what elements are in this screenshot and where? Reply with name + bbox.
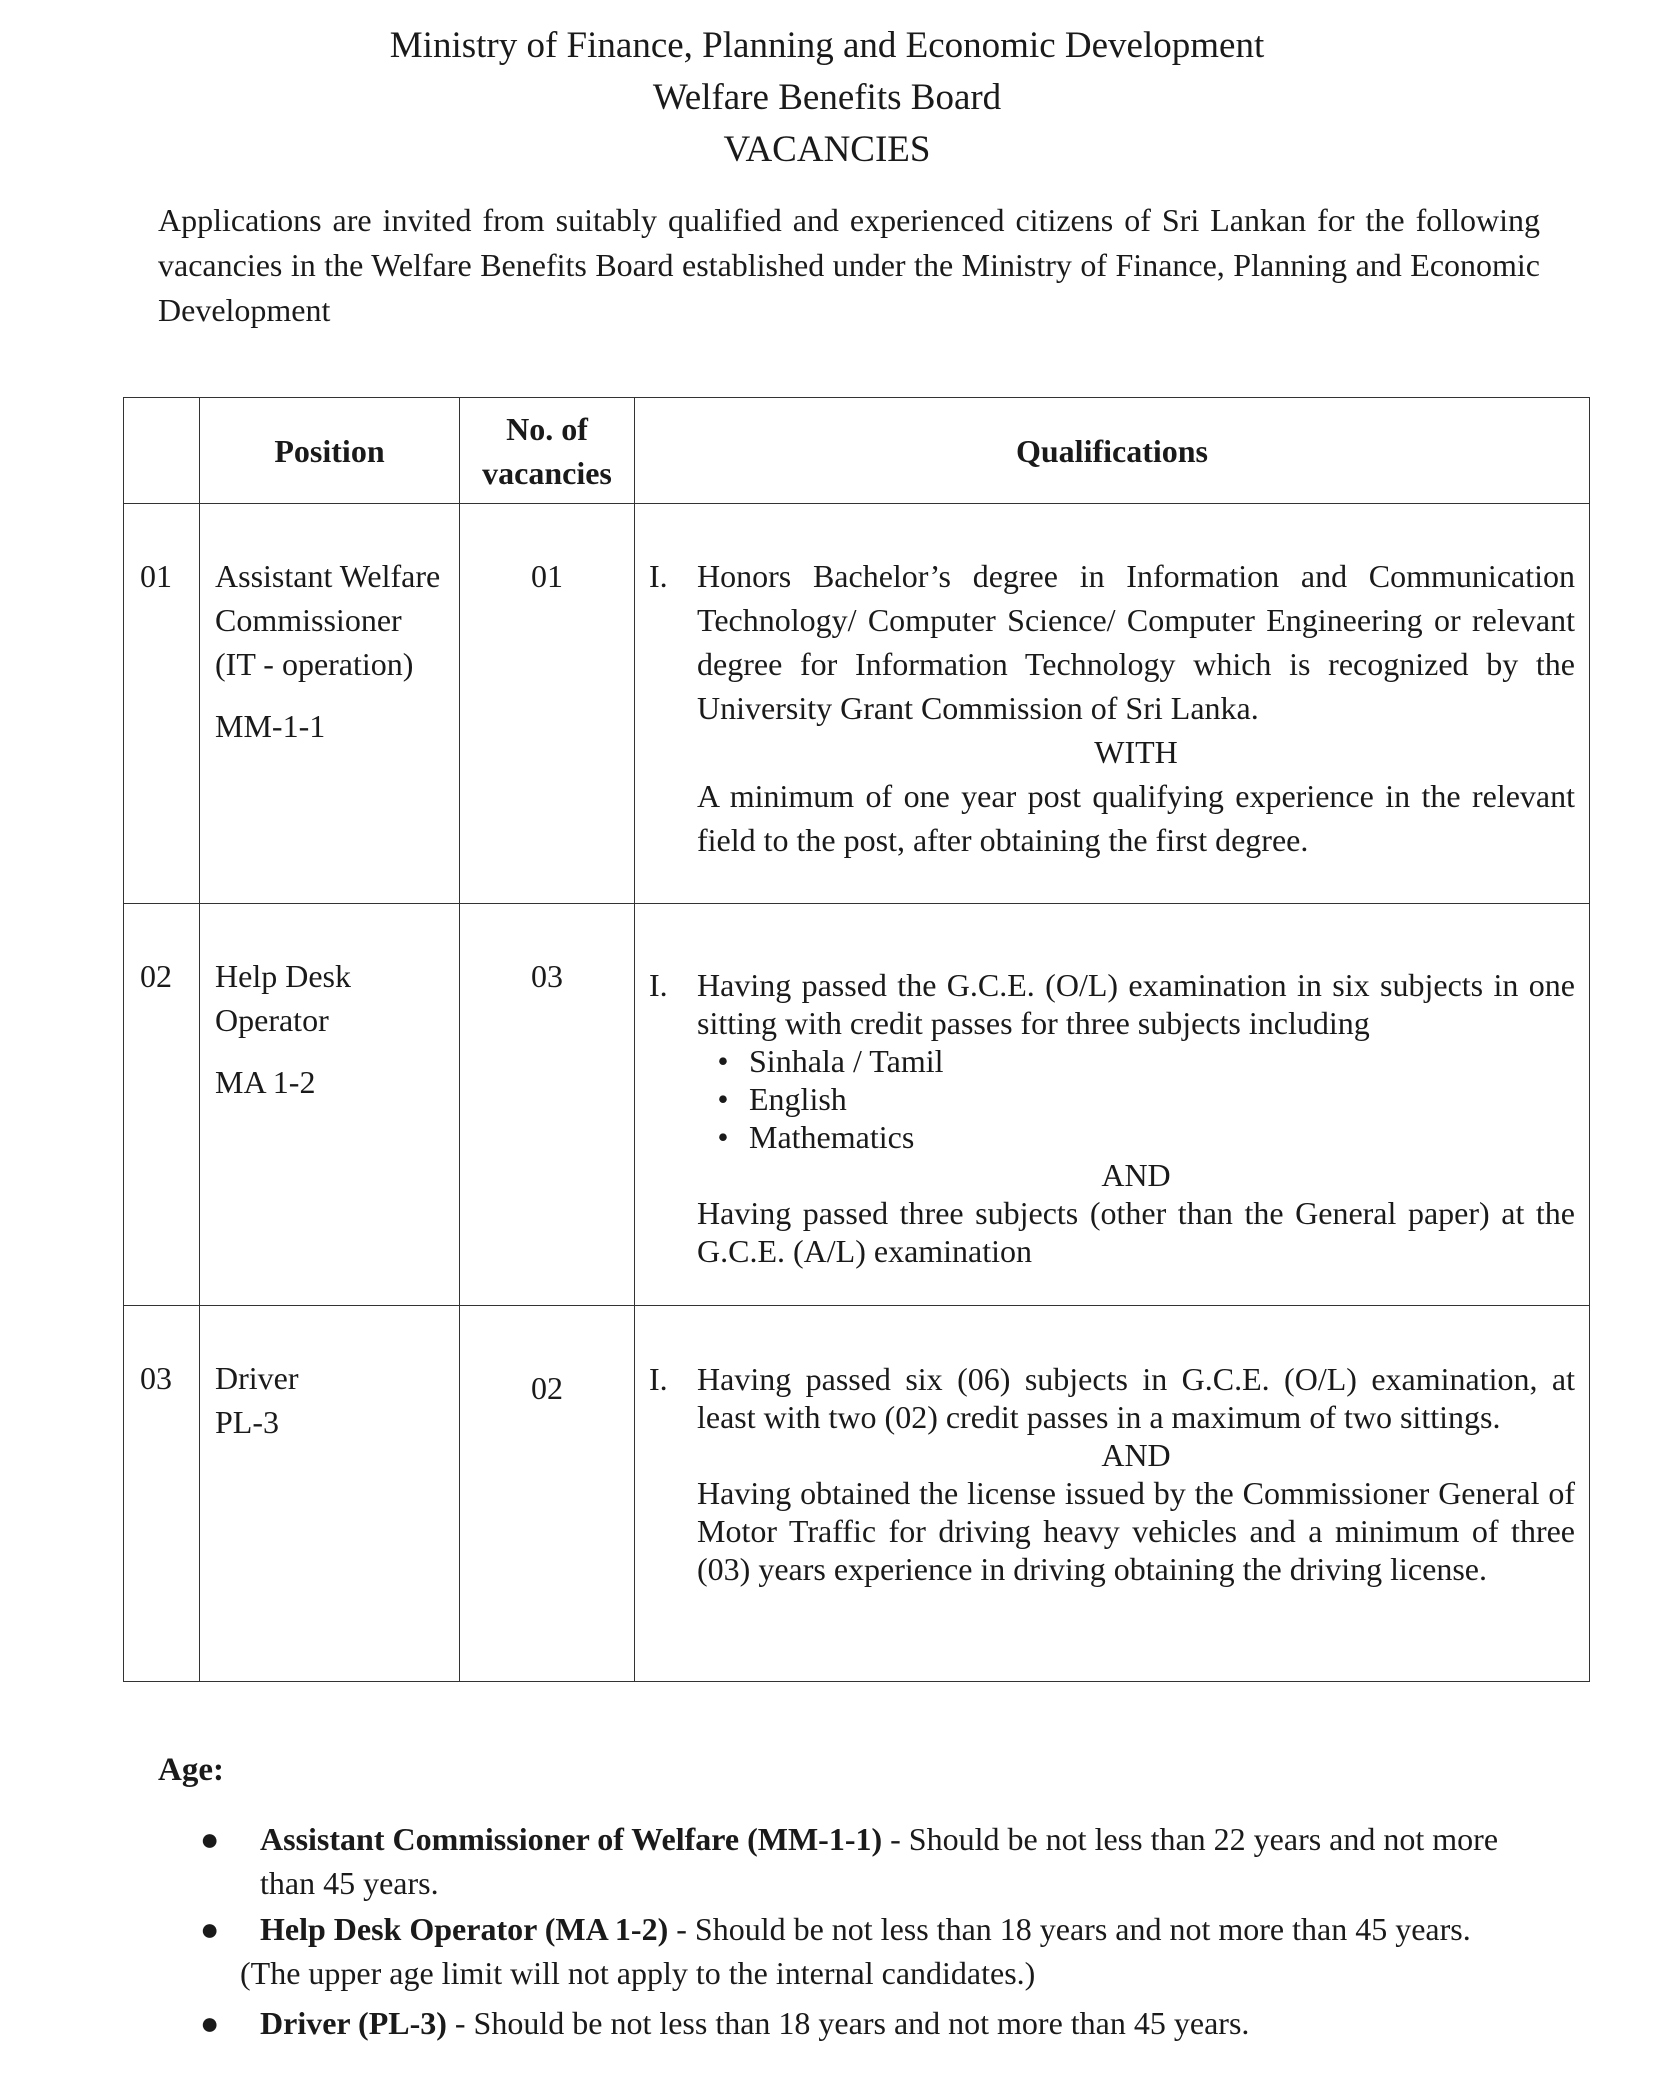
qualification-extra: Having obtained the license issued by the Commissioner General of Motor Traffic for driving heavy vehicles and a minimum of three (03) years experience in driving obtaining the driving license.: [697, 1475, 1575, 1587]
row-position: [200, 904, 460, 1306]
vacancies-table: [123, 397, 1590, 1682]
bullet-icon: •: [717, 1081, 729, 1117]
table-row: [124, 504, 1590, 904]
position-title-line1: Driver: [215, 1360, 299, 1396]
row-position: [200, 1306, 460, 1682]
list-item: • English: [697, 1080, 1575, 1118]
qualification-numeral: I.: [649, 967, 668, 1003]
row-number: 01: [124, 504, 200, 904]
table-row: [124, 1306, 1590, 1682]
row-vacancies: 03: [460, 904, 635, 1306]
vacancies-title: VACANCIES: [723, 129, 931, 170]
header-qualifications: Qualifications: [635, 398, 1590, 504]
position-title-line1: Help Desk: [215, 958, 351, 994]
qualification-main: Honors Bachelor’s degree in Information and Communication Technology/ Computer Science/ Computer Engineering or relevant degree for Information Technology which is recognized by the University Grant Commission of Sri Lanka.: [697, 558, 1575, 726]
ministry-title: Ministry of Finance, Planning and Economic Development: [389, 25, 1265, 66]
age-heading: Age:: [158, 1752, 224, 1788]
row-qualifications: [635, 1306, 1590, 1682]
age-position: Help Desk Operator (MA 1-2): [260, 1911, 669, 1947]
age-position: Driver (PL-3): [260, 2005, 447, 2041]
qualification-numeral: I.: [649, 1361, 668, 1397]
list-item: • Mathematics: [697, 1118, 1575, 1156]
qualification-item: [649, 554, 1575, 862]
qualification-main: Having passed six (06) subjects in G.C.E. (O/L) examination, at least with two (02) credit passes in a maximum of two sittings.: [697, 1361, 1575, 1435]
header-position: Position: [200, 398, 460, 504]
position-title-line2: PL-3: [215, 1404, 279, 1440]
document-header: [0, 20, 1654, 176]
bullet-icon: •: [717, 1119, 729, 1155]
age-requirement: - Should be not less than 22 years and not more than 45 years.: [260, 1821, 1499, 1901]
position-grade: MM-1-1: [215, 708, 326, 744]
qualification-body: [697, 966, 1575, 1270]
position-grade: MA 1-2: [215, 1064, 316, 1100]
bullet-icon: ●: [200, 1911, 220, 1947]
list-item: [200, 1907, 1550, 1951]
qualification-extra: Having passed three subjects (other than the General paper) at the G.C.E. (A/L) examination: [697, 1195, 1575, 1269]
header-vacancies: No. of vacancies: [460, 398, 635, 504]
row-vacancies: 02: [460, 1306, 635, 1682]
qualification-connector: AND: [1101, 1437, 1171, 1473]
age-note: (The upper age limit will not apply to the internal candidates.): [240, 1955, 1036, 1991]
list-item: [200, 1817, 1550, 1905]
position-title: Assistant Welfare Commissioner (IT - operation): [215, 558, 441, 682]
age-requirement: - Should be not less than 18 years and not more than 45 years.: [668, 1911, 1471, 1947]
qualification-item: [649, 1360, 1575, 1588]
bullet-icon: •: [717, 1043, 729, 1079]
qualification-connector: AND: [1101, 1157, 1171, 1193]
board-title: Welfare Benefits Board: [652, 77, 1002, 118]
age-list: [200, 1817, 1550, 2047]
bullet-icon: ●: [200, 2005, 220, 2041]
row-qualifications: [635, 904, 1590, 1306]
qualification-numeral: I.: [649, 558, 668, 594]
qualification-body: [697, 1360, 1575, 1588]
header-number: [124, 398, 200, 504]
subject-list: [697, 1042, 1575, 1156]
intro-paragraph: Applications are invited from suitably qualified and experienced citizens of Sri Lankan for the following vacancies in the Welfare Benefits Board established under the Ministry of Finance, Planning and Economic Development: [158, 202, 1540, 328]
row-position: [200, 504, 460, 904]
row-number: 03: [124, 1306, 200, 1682]
position-title-line2: Operator: [215, 1002, 329, 1038]
list-item: • Sinhala / Tamil: [697, 1042, 1575, 1080]
age-position: Assistant Commissioner of Welfare (MM-1-1): [260, 1821, 883, 1857]
table-header-row: [124, 398, 1590, 504]
table-row: [124, 904, 1590, 1306]
qualification-body: [697, 554, 1575, 862]
row-number: 02: [124, 904, 200, 1306]
list-item: [200, 2001, 1550, 2045]
bullet-icon: ●: [200, 1821, 220, 1857]
age-requirement: - Should be not less than 18 years and not more than 45 years.: [446, 2005, 1250, 2041]
qualification-item: [649, 966, 1575, 1270]
row-qualifications: [635, 504, 1590, 904]
qualification-extra: A minimum of one year post qualifying experience in the relevant field to the post, after obtaining the first degree.: [697, 778, 1575, 858]
row-vacancies: 01: [460, 504, 635, 904]
qualification-main: Having passed the G.C.E. (O/L) examination in six subjects in one sitting with credit passes for three subjects including: [697, 967, 1575, 1041]
qualification-connector: WITH: [1094, 734, 1178, 770]
